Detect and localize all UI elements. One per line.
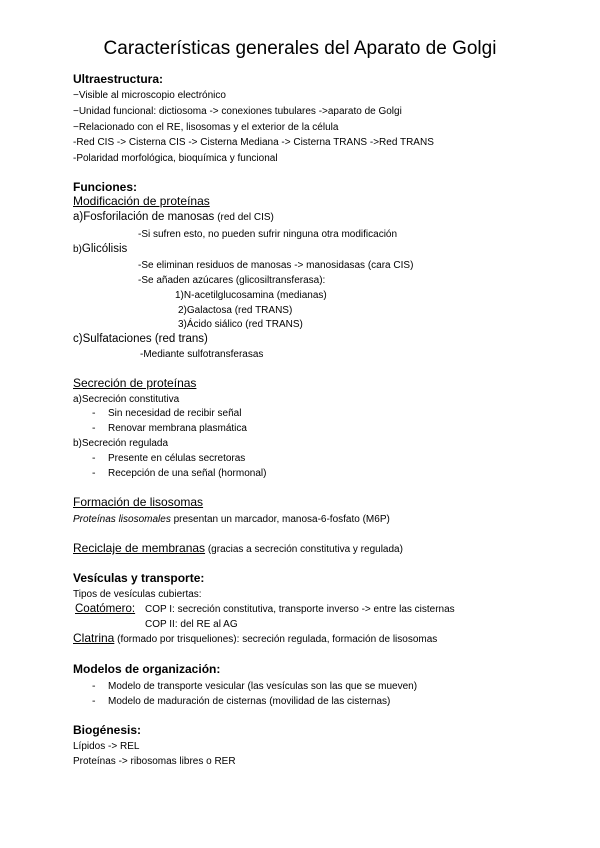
secrecion-heading: Secreción de proteínas (73, 376, 197, 390)
list-item: Recepción de una señal (hormonal) (108, 468, 267, 479)
ultra-line: −Unidad funcional: dictiosoma -> conexiones tubulares ->aparato de Golgi (73, 106, 402, 117)
bullet-dash: - (92, 452, 96, 464)
sulfataciones-line: c)Sulfataciones (red trans) (73, 333, 208, 345)
ultra-line: -Polaridad morfológica, bioquímica y funcional (73, 153, 278, 164)
clatrina-line (73, 632, 437, 646)
azucar-item: 3)Ácido siálico (red TRANS) (178, 319, 303, 330)
clatrina-label: Clatrina (73, 631, 115, 645)
modificacion-heading: Modificación de proteínas (73, 194, 210, 208)
modelos-heading: Modelos de organización: (73, 662, 221, 676)
list-item: Modelo de maduración de cisternas (movilidad de las cisternas) (108, 696, 391, 707)
biogenesis-line: Lípidos -> REL (73, 741, 140, 752)
list-item: Modelo de transporte vesicular (las vesículas son las que se mueven) (108, 681, 418, 692)
fosforilacion-note: (red del CIS) (217, 212, 274, 223)
list-item: Renovar membrana plasmática (108, 423, 247, 434)
fosforilacion-label: a)Fosforilación de manosas (73, 211, 215, 223)
glicolisis-sub: -Se añaden azúcares (glicosiltransferasa): (138, 275, 326, 286)
sulfataciones-sub: -Mediante sulfotransferasas (140, 349, 264, 360)
funciones-heading: Funciones: (73, 180, 138, 194)
reciclaje-rest: (gracias a secreción constitutiva y regulada) (205, 544, 403, 555)
bullet-dash: - (92, 680, 96, 692)
secrecion-regulada: b)Secreción regulada (73, 438, 169, 449)
biogenesis-heading: Biogénesis: (73, 723, 142, 737)
ultra-line: −Visible al microscopio electrónico (73, 90, 226, 101)
cop2-line: COP II: del RE al AG (145, 619, 238, 630)
ultra-line: −Relacionado con el RE, lisosomas y el exterior de la célula (73, 122, 339, 133)
glicolisis-prefix: b) (73, 244, 82, 255)
reciclaje-heading: Reciclaje de membranas (73, 541, 206, 555)
fosforilacion-line (73, 211, 274, 224)
cop1-line: COP I: secreción constitutiva, transporte inverso -> entre las cisternas (145, 604, 455, 615)
list-item: Sin necesidad de recibir señal (108, 408, 242, 419)
page-title: Características generales del Aparato de Golgi (103, 38, 497, 59)
biogenesis-line: Proteínas -> ribosomas libres o RER (73, 756, 236, 767)
ultra-line: -Red CIS -> Cisterna CIS -> Cisterna Mediana -> Cisterna TRANS ->Red TRANS (73, 137, 434, 148)
bullet-dash: - (92, 422, 96, 434)
secrecion-constitutiva: a)Secreción constitutiva (73, 394, 180, 405)
glicolisis-sub: -Se eliminan residuos de manosas -> manosidasas (cara CIS) (138, 260, 414, 271)
vesiculas-heading: Vesículas y transporte: (73, 571, 205, 585)
ultra-heading: Ultraestructura: (73, 72, 164, 86)
glicolisis-line (73, 243, 127, 256)
bullet-dash: - (92, 407, 96, 419)
lisosomas-rest: presentan un marcador, manosa-6-fosfato (M6P) (170, 514, 390, 525)
clatrina-rest: (formado por trisqueliones): secreción regulada, formación de lisosomas (114, 634, 438, 645)
list-item: Presente en células secretoras (108, 453, 246, 464)
lisosomas-heading: Formación de lisosomas (73, 495, 204, 509)
bullet-dash: - (92, 695, 96, 707)
lisosomas-line (73, 513, 390, 526)
coatomero-label: Coatómero: (75, 603, 136, 615)
bullet-dash: - (92, 467, 96, 479)
azucar-item: 2)Galactosa (red TRANS) (178, 305, 293, 316)
reciclaje-line (73, 542, 403, 556)
lisosomas-italic: Proteínas lisosomales (73, 514, 171, 525)
glicolisis-label: Glicólisis (81, 243, 128, 255)
vesiculas-tipos: Tipos de vesículas cubiertas: (73, 589, 202, 600)
azucar-item: 1)N-acetilglucosamina (medianas) (175, 290, 327, 301)
fosforilacion-sub: -Si sufren esto, no pueden sufrir ninguna otra modificación (138, 229, 398, 240)
